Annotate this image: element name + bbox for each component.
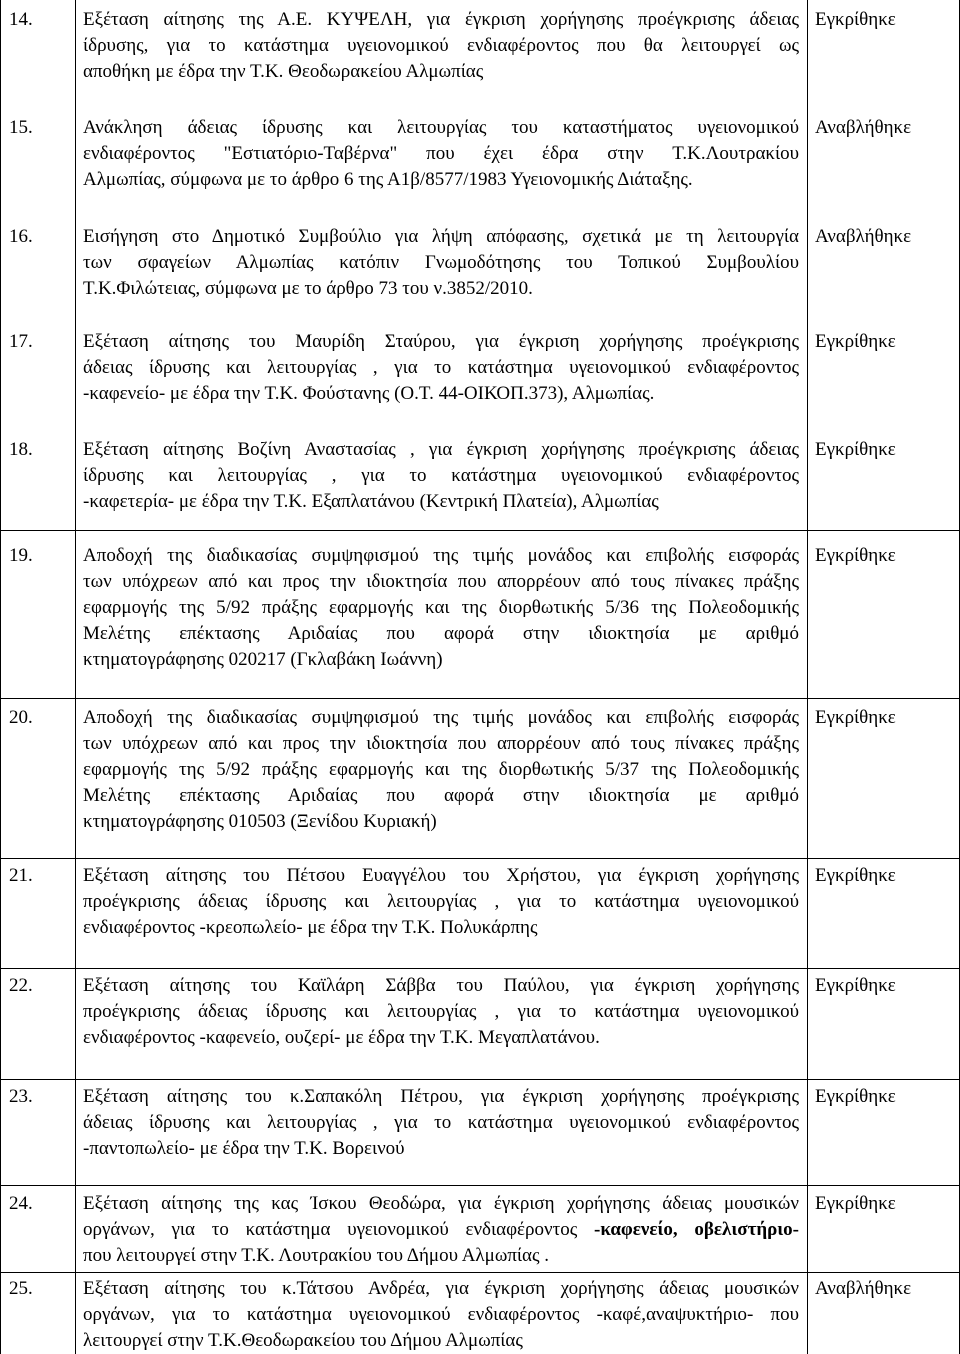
agenda-item	[0, 212, 960, 318]
item-description-line: ίδρυσης και λειτουργίας , για το κατάστημα υγειονομικού ενδιαφέροντος	[83, 465, 799, 486]
item-description-line: Αποδοχή της διαδικασίας συμψηφισμού της τιμής μονάδος και επιβολής εισφοράς	[83, 545, 799, 566]
agenda-item	[0, 698, 960, 858]
item-number: 15.	[1, 103, 76, 212]
line-text: οργάνων, για το κατάστημα υγειονομικού ενδιαφέροντος	[83, 1219, 578, 1240]
item-status: Εγκρίθηκε	[815, 865, 896, 886]
item-description-line: Εξέταση αίτησης της Α.Ε. ΚΥΨΕΛΗ, για έγκριση χορήγησης προέγκρισης άδειας	[83, 9, 799, 30]
item-number: 17.	[1, 318, 76, 424]
item-status: Αναβλήθηκε	[815, 117, 912, 138]
item-status: Εγκρίθηκε	[815, 439, 896, 460]
item-number: 21.	[1, 859, 76, 968]
item-status: Εγκρίθηκε	[815, 707, 896, 728]
item-description-line: Ανάκληση άδειας ίδρυσης και λειτουργίας του καταστήματος υγειονομικού	[83, 117, 799, 138]
item-status: Εγκρίθηκε	[815, 975, 896, 996]
item-status: Αναβλήθηκε	[815, 1278, 912, 1299]
item-status: Εγκρίθηκε	[815, 331, 896, 352]
item-description-line: κτηματογράφησης 010503 (Ξενίδου Κυριακή)	[83, 811, 437, 832]
item-description-line: ενδιαφέροντος "Εστιατόριο-Ταβέρνα" που έχει έδρα στην Τ.Κ.Λουτρακίου	[83, 143, 799, 164]
item-description-line: Εξέταση αίτησης του Πέτσου Ευαγγέλου του Χρήστου, για έγκριση χορήγησης	[83, 865, 799, 886]
item-description-line: των σφαγείων Αλμωπίας κατόπιν Γνωμοδότησης του Τοπικού Συμβουλίου	[83, 252, 799, 273]
item-description-line: άδειας ίδρυσης και λειτουργίας , για το κατάστημα υγειονομικού ενδιαφέροντος	[83, 357, 799, 378]
item-description-line: Εξέταση αίτησης της κας Ίσκου Θεοδώρα, για έγκριση χορήγησης άδειας μουσικών	[83, 1193, 799, 1214]
item-description-line: αποθήκη με έδρα την Τ.Κ. Θεοδωρακείου Αλμωπίας	[83, 61, 484, 82]
item-description-line: -παντοπωλείο- με έδρα την Τ.Κ. Βορεινού	[83, 1138, 405, 1159]
item-number: 19.	[1, 531, 76, 698]
item-description-line: Αλμωπίας, σύμφωνα με το άρθρο 6 της Α1β/8577/1983 Υγειονομικής Διάταξης.	[83, 169, 693, 190]
item-description-line: οργάνων, για το κατάστημα υγειονομικού ενδιαφέροντος -καφέ,αναψυκτήριο- που	[83, 1304, 799, 1325]
item-description-line: Εξέταση αίτησης του Καϊλάρη Σάββα του Παύλου, για έγκριση χορήγησης	[83, 975, 799, 996]
item-status: Εγκρίθηκε	[815, 545, 896, 566]
agenda-item	[0, 103, 960, 212]
item-number: 24.	[1, 1186, 76, 1272]
item-description	[76, 859, 808, 968]
item-description-line: εφαρμογής της 5/92 πράξης εφαρμογής και της διορθωτικής 5/36 της Πολεοδομικής	[83, 597, 799, 618]
item-description-line: -καφετερία- με έδρα την Τ.Κ. Εξαπλατάνου (Κεντρική Πλατεία), Αλμωπίας	[83, 491, 659, 512]
item-description-line: -καφενείο- με έδρα την Τ.Κ. Φούστανης (Ο.Τ. 44-ΟΙΚΟΠ.373), Αλμωπίας.	[83, 383, 655, 404]
item-description-line: Εισήγηση στο Δημοτικό Συμβούλιο για λήψη απόφασης, σχετικά με τη λειτουργία	[83, 226, 799, 247]
agenda-item	[0, 1079, 960, 1185]
item-description-line: των υπόχρεων από και προς την ιδιοκτησία που απορρέουν από τους πίνακες πράξης	[83, 733, 799, 754]
agenda-item	[0, 968, 960, 1079]
agenda-item	[0, 858, 960, 968]
agenda-item	[0, 0, 960, 103]
agenda-item	[0, 424, 960, 530]
item-status: Εγκρίθηκε	[815, 1193, 896, 1214]
item-description-line: Εξέταση αίτησης του Μαυρίδη Σταύρου, για έγκριση χορήγησης προέγκρισης	[83, 331, 799, 352]
item-description-line	[83, 1217, 799, 1243]
item-number: 16.	[1, 212, 76, 318]
item-description-line: Εξέταση αίτησης του κ.Σαπακόλη Πέτρου, για έγκριση χορήγησης προέγκρισης	[83, 1086, 799, 1107]
item-description	[76, 699, 808, 858]
item-description-line: εφαρμογής της 5/92 πράξης εφαρμογής και της διορθωτικής 5/37 της Πολεοδομικής	[83, 759, 799, 780]
item-description-line: άδειας ίδρυσης και λειτουργίας , για το κατάστημα υγειονομικού ενδιαφέροντος	[83, 1112, 799, 1133]
item-description-line: Εξέταση αίτησης Βοζίνη Αναστασίας , για έγκριση χορήγησης προέγκρισης άδειας	[83, 439, 799, 460]
item-status: Αναβλήθηκε	[815, 226, 912, 247]
item-description-line: Μελέτης επέκτασης Αριδαίας που αφορά στην ιδιοκτησία με αριθμό	[83, 623, 799, 644]
item-description-line: ίδρυσης, για το κατάστημα υγειονομικού ενδιαφέροντος που θα λειτουργεί ως	[83, 35, 799, 56]
item-description	[76, 1080, 808, 1185]
item-description-line: Αποδοχή της διαδικασίας συμψηφισμού της τιμής μονάδος και επιβολής εισφοράς	[83, 707, 799, 728]
item-description	[76, 531, 808, 698]
bold-shop-type: -καφενείο, οβελιστήριο-	[594, 1219, 799, 1240]
item-description	[76, 969, 808, 1079]
item-number: 22.	[1, 969, 76, 1079]
item-description-line: ενδιαφέροντος -κρεοπωλείο- με έδρα την Τ.Κ. Πολυκάρπης	[83, 917, 538, 938]
item-status: Εγκρίθηκε	[815, 9, 896, 30]
agenda-item	[0, 1272, 960, 1354]
item-description-line: κτηματογράφησης 020217 (Γκλαβάκη Ιωάννη)	[83, 649, 443, 670]
item-description-line: Εξέταση αίτησης του κ.Τάτσου Ανδρέα, για έγκριση χορήγησης άδειας μουσικών	[83, 1278, 799, 1299]
item-description-line: λειτουργεί στην Τ.Κ.Θεοδωρακείου του Δήμου Αλμωπίας	[83, 1330, 523, 1351]
item-description-line: που λειτουργεί στην Τ.Κ. Λουτρακίου του Δήμου Αλμωπίας .	[83, 1245, 550, 1266]
item-description	[76, 1273, 808, 1354]
item-number: 23.	[1, 1080, 76, 1185]
item-description	[76, 318, 808, 424]
item-number: 20.	[1, 699, 76, 858]
item-description-line: των υπόχρεων από και προς την ιδιοκτησία που απορρέουν από τους πίνακες πράξης	[83, 571, 799, 592]
item-number: 14.	[1, 0, 76, 103]
item-description-line: Τ.Κ.Φιλώτειας, σύμφωνα με το άρθρο 73 του ν.3852/2010.	[83, 278, 533, 299]
item-number: 18.	[1, 424, 76, 530]
item-description-line: προέγκρισης άδειας ίδρυσης και λειτουργίας , για το κατάστημα υγειονομικού	[83, 891, 799, 912]
agenda-item	[0, 530, 960, 698]
item-description	[76, 1186, 808, 1272]
item-description	[76, 0, 808, 103]
item-description-line: προέγκρισης άδειας ίδρυσης και λειτουργίας , για το κατάστημα υγειονομικού	[83, 1001, 799, 1022]
item-status: Εγκρίθηκε	[815, 1086, 896, 1107]
item-description	[76, 424, 808, 530]
item-description-line: ενδιαφέροντος -καφενείο, ουζερί- με έδρα την Τ.Κ. Μεγαπλατάνου.	[83, 1027, 600, 1048]
agenda-item	[0, 1185, 960, 1272]
item-number: 25.	[1, 1273, 76, 1354]
item-description	[76, 103, 808, 212]
item-description-line: Μελέτης επέκτασης Αριδαίας που αφορά στην ιδιοκτησία με αριθμό	[83, 785, 799, 806]
item-description	[76, 212, 808, 318]
agenda-item	[0, 318, 960, 424]
